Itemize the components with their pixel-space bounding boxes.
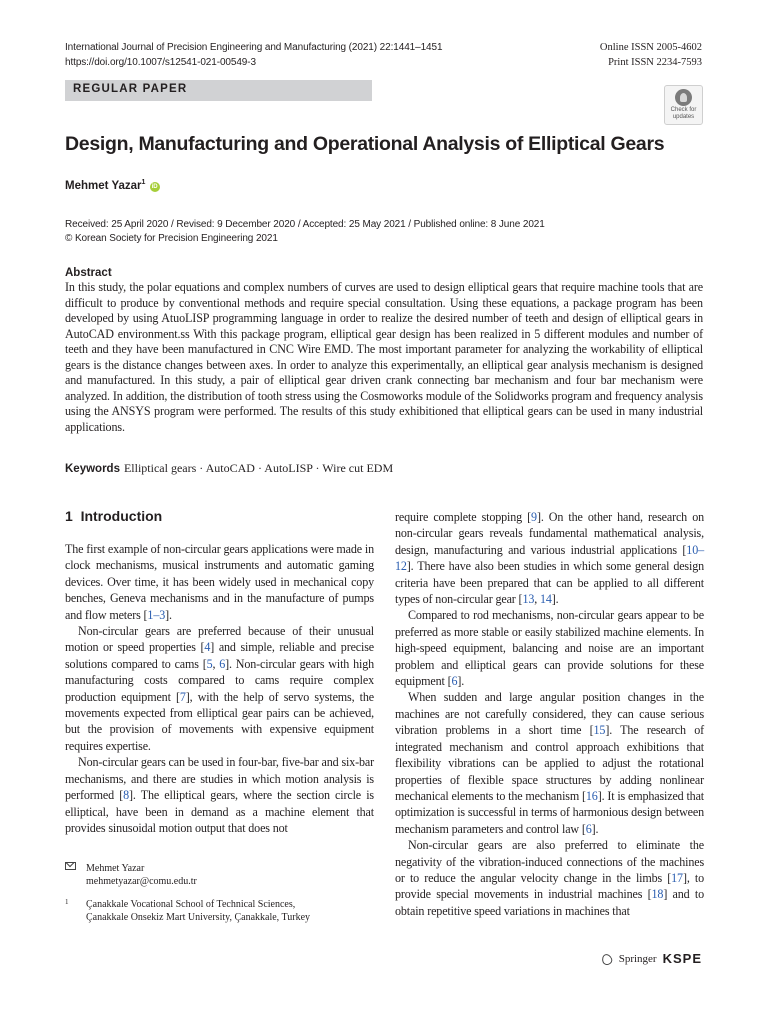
citation-link[interactable]: 16 (585, 788, 598, 803)
issn-online: Online ISSN 2005-4602 (599, 42, 702, 53)
paragraph: require complete stopping [9]. On the other hand, research on non-circular gears reveals fundamental mathematical analysis, design, manufacturing and various industrial applications [10–12]. There have also been studies in which some general design criteria have been prepared that can be applied to all different types of non-circular gear [13, 14]. (395, 510, 704, 607)
citation-link[interactable]: 17 (671, 870, 683, 885)
paragraph: The first example of non-circular gears applications were made in clock mechanisms, musical instruments and automatic gaming devices. Over time, it has been widely used in mechanical copy benches, Geneva mechanisms and in the manufacture of pumps and flow meters [1–3]. (65, 542, 374, 622)
body-column-right (395, 509, 704, 919)
check-updates-line1: Check for (670, 107, 697, 113)
citation-link[interactable]: 15 (593, 723, 606, 738)
citation-link[interactable]: 13 (522, 592, 535, 607)
paper-title: Design, Manufacturing and Operational Analysis of Elliptical Gears (65, 133, 665, 155)
contact-name: Mehmet Yazar (86, 863, 145, 874)
publisher-logos (601, 951, 702, 966)
publication-dates (65, 218, 545, 246)
issn-print: Print ISSN 2234-7593 (608, 57, 702, 68)
author-affiliation-mark: 1 (141, 179, 146, 186)
affiliation-footnote (65, 898, 374, 924)
orcid-icon[interactable]: iD (151, 183, 158, 190)
citation-link[interactable]: 7 (179, 689, 186, 704)
contact-footnote (65, 862, 374, 888)
paragraph: Compared to rod mechanisms, non-circular gears appear to be preferred as more stable or easily stabilized machine elements. In high-speed equipment, balancing and noise are an important problem and elliptical gears can provide solutions for these equipment [6]. (395, 608, 704, 689)
issn-block (600, 40, 702, 70)
affiliation-line-1: Çanakkale Vocational School of Technical Sciences, (86, 899, 296, 910)
check-updates-icon (675, 89, 692, 106)
citation-link[interactable]: 5 (206, 656, 213, 671)
envelope-icon (65, 862, 76, 875)
paragraph: Non-circular gears are also preferred to eliminate the negativity of the vibration-induced connections of the machines or to reduce the angular velocity change in the limbs [17], to provide special movements in industrial machines [18] and to obtain repetitive speed variations in machines that (395, 838, 704, 918)
citation-link[interactable]: 10–12 (395, 542, 704, 574)
keywords-label: Keywords (65, 463, 120, 475)
section-heading (65, 508, 162, 524)
abstract-heading: Abstract (65, 267, 112, 279)
copyright-line: © Korean Society for Precision Engineering 2021 (65, 233, 278, 244)
affiliation-line-2: Çanakkale Onsekiz Mart University, Çanakkale, Turkey (86, 912, 311, 923)
kspe-logo (663, 951, 702, 966)
contact-email[interactable]: mehmetyazar@comu.edu.tr (86, 876, 197, 887)
paragraph: Non-circular gears can be used in four-bar, five-bar and six-bar mechanisms, and there are studies in which motion analysis is performed [8]. The elliptical gears, where the section circle is elliptical, have been in demand as a machine element that provides sinusoidal motion output that does not (65, 755, 374, 835)
journal-header (65, 40, 442, 70)
kspe-logo-text: KSPE (662, 951, 702, 966)
abstract-text: In this study, the polar equations and complex numbers of curves are used to design elliptical gears that require machine tools that are difficult to produce by conventional methods and require special consultation. Using these equations, a package program has been developed by using AtuoLISP programming language in order to realize the desired number of teeth and design of elliptical gears in AutoCAD environment.ss With this package program, elliptical gear design has been realized in 5 different modules and number of teeth and they have been manufactured in CNC Wire EMD. The most important parameter for analyzing the workability of elliptical gears is the distance changes between axes. In order to analyze this experimentally, an elliptical gear analysis mechanism is designed and manufactured. In this study, a pair of elliptical gear driven crank connecting bar mechanism and four bar mechanism were analyzed. In addition, the distribution of tooth stress using the Cosmoworks module of the Solidworks program and frequency analysis using the ANSYS program were performed. The results of this study exhibitioned that elliptical gears can be used in many industrial applications. (65, 280, 703, 434)
article-type-banner (65, 80, 372, 101)
springer-horse-icon (601, 953, 613, 965)
journal-citation: International Journal of Precision Engineering and Manufacturing (2021) 22:1441–1451 (65, 42, 443, 53)
author-line (65, 179, 160, 192)
author-name[interactable]: Mehmet Yazar (65, 179, 142, 192)
affiliation-mark: 1 (65, 898, 69, 906)
check-updates-line2: updates (672, 114, 695, 120)
citation-link[interactable]: 6 (451, 674, 458, 689)
citation-link[interactable]: 9 (531, 510, 537, 524)
citation-link[interactable]: 6 (585, 821, 592, 836)
paragraph: Non-circular gears are preferred because of their unusual motion or speed properties [4] and simple, reliable and precise solutions compared to cams [5, 6]. Non-circular gears with high manufacturing costs compared to cams require complex production equipment [7], with the help of servo systems, the movements expected from elliptical gear pairs can be achieved, but the provision of movements with expensive equipment requires expertise. (65, 624, 374, 753)
body-column-left (65, 541, 374, 836)
section-title: Introduction (80, 508, 163, 524)
article-type-label: REGULAR PAPER (73, 83, 188, 95)
paragraph: When sudden and large angular position changes in the machines are not carefully considered, they can cause serious vibration problems in a short time [15]. The research of integrated mechanism and control approach exhibitions that flexibility vibrations can be applied to adjust the rotational properties of flexible space structures by adding nonlinear mechanical elements to the mechanism [16]. It is emphasized that optimization is successful in terms of harmonious design between mechanism parameters and control law [6]. (395, 690, 705, 836)
check-for-updates-button[interactable] (664, 85, 703, 125)
citation-link[interactable]: 14 (539, 592, 552, 607)
doi-link[interactable]: https://doi.org/10.1007/s12541-021-00549-3 (65, 57, 256, 68)
section-number: 1 (65, 508, 73, 524)
keywords (65, 461, 393, 476)
article-history: Received: 25 April 2020 / Revised: 9 December 2020 / Accepted: 25 May 2021 / Published online: 8 June 2021 (65, 219, 545, 230)
citation-link[interactable]: 4 (204, 640, 211, 655)
citation-link[interactable]: 6 (219, 656, 226, 671)
citation-link[interactable]: 1–3 (147, 607, 166, 622)
keywords-list: Elliptical gears · AutoCAD · AutoLISP · Wire cut EDM (123, 461, 394, 475)
footnotes (65, 862, 374, 924)
citation-link[interactable]: 8 (123, 788, 129, 803)
springer-logo-text: Springer (618, 952, 657, 965)
citation-link[interactable]: 18 (651, 887, 664, 902)
